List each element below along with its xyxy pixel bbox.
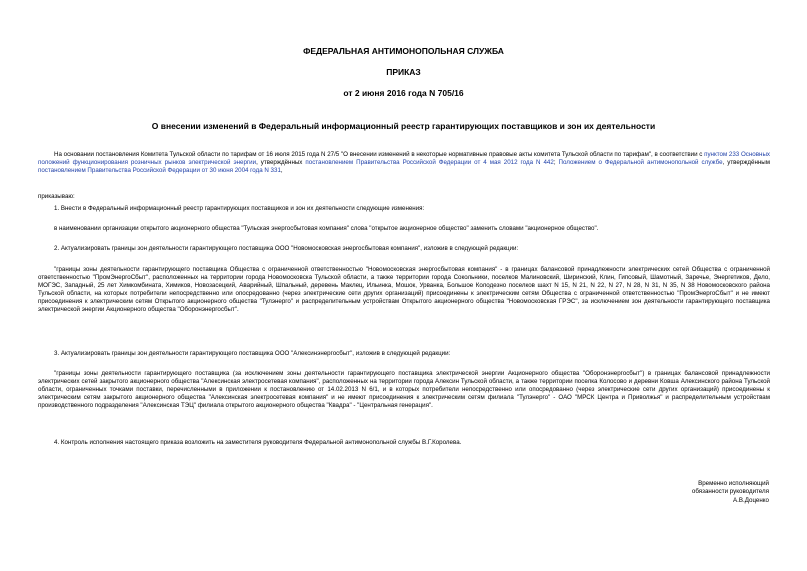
link-paragraph-233[interactable]: пунктом 233 Основных положений функционирования розничных рынков электрической энергии [38, 151, 770, 167]
item-2: 2. Актуализировать границы зон деятельности гарантирующего поставщика ООО "Новомосковская энергосбытовая компания", изложив в следующей редакции: [54, 245, 519, 252]
doc-type-heading: ПРИКАЗ [386, 67, 421, 77]
item-2-detail: "границы зоны деятельности гарантирующего поставщика Общества с ограниченной ответственностью "Новомосковская энергосбытовая компания" - в границах балансовой принадлежности электрических сетей Общества с ограниченной ответственностью "ПромЭнергоСбыт", расположенных на территории города Новомосковска Тульской области, а также территории города Сокольники, поселков Малиновский, Ширинский, Клин, Гипсовый, Шамотный, Заречье, Энергетиков, Дело, МОГЭС, Западный, 25 лет Химкомбината, Химиков, Новозасецкий, Аварийный, Шпальный, деревень Маклец, Ильинка, Мошок, Урванка, Большое Колодезно поселков шахт N 15, N 21, N 22, N 27, N 28, N 31, N 35, N 38 Новомосковского района Тульской области, на которых потребители непосредственно или опосредованно (через электрические сети других организаций) присоединены к электрическим сетям Общества с ограниченной ответственностью "ПромЭнергоСбыт" и не имеют присоединения к электрическим сетям Открытого акционерного общества "Тулэнерго" и распределительным устройствам Открытого акционерного общества "Новомосковская ГРЭС", за исключением зон деятельности гарантирующего поставщика электрической энергии Акционерного общества "Оборонэнергосбыт". [38, 266, 770, 314]
date-number-heading: от 2 июня 2016 года N 705/16 [343, 88, 464, 98]
preamble-text-1: На основании постановления Комитета Тульской области по тарифам от 16 июля 2015 года N 27/5 "О внесении изменений в некоторые нормативные правовые акты комитета Тульской области по тарифам", в соответствии с [54, 151, 705, 158]
preamble-text-5: , [280, 167, 283, 175]
preamble-paragraph [38, 151, 770, 175]
preamble-text-3: ; [553, 159, 559, 167]
org-heading: ФЕДЕРАЛЬНАЯ АНТИМОНОПОЛЬНАЯ СЛУЖБА [303, 46, 504, 56]
preamble-text-4: , утверждённым [722, 159, 770, 167]
preamble-text-2: , утверждённых [256, 159, 306, 167]
signature-position-line-2: обязанности руководителя [691, 488, 769, 496]
signature-position-line-1: Временно исполняющий [698, 480, 769, 487]
order-word: приказываю: [38, 193, 75, 200]
item-1-detail: в наименовании организации открытого акционерного общества "Тульская энергосбытовая компания" слова "открытое акционерное общество" заменить словами "акционерное общество". [54, 225, 599, 232]
signature-block [569, 480, 769, 505]
signature-name: А.В.Доценко [733, 496, 769, 504]
link-decree-331[interactable]: постановлением Правительства Российской Федерации от 30 июня 2004 года N 331 [38, 167, 281, 175]
link-decree-442[interactable]: постановлением Правительства Российской Федерации от 4 мая 2012 года N 442 [305, 159, 554, 167]
item-1: 1. Внести в Федеральный информационный реестр гарантирующих поставщиков и зон их деятельности следующие изменения: [54, 205, 425, 212]
item-4: 4. Контроль исполнения настоящего приказа возложить на заместителя руководителя Федеральной антимонопольной службы В.Г.Королева. [54, 439, 462, 446]
item-3: 3. Актуализировать границы зон деятельности гарантирующего поставщика ООО "Алексинэнергосбыт", изложив в следующей редакции: [54, 350, 451, 357]
document-title: О внесении изменений в Федеральный информационный реестр гарантирующих поставщиков и зон их деятельности [151, 121, 656, 131]
link-fas-regulation[interactable]: Положением о Федеральной антимонопольной службе [558, 159, 723, 167]
item-3-detail: "границы зоны деятельности гарантирующего поставщика (за исключением зоны деятельности гарантирующего поставщика электрической энергии Акционерного общества "Оборонэнергосбыт") в границах балансовой принадлежности электрических сетей закрытого акционерного общества "Алексинская электросетевая компания", расположенных на территории города Алексин Тульской области, а также территории поселка Колосово и деревни Ковша Алексинского района Тульской области, ограниченных точками поставки, перечисленными в приложении к постановлению от 14.02.2013 N 6/1, и в которых потребители непосредственно или опосредованно (через электрические сети других организаций) присоединены к электрическим сетям закрытого акционерного общества "Алексинская электросетевая компания" и не имеют присоединения к электрическим сетям филиала "Тулэнерго" - ОАО "МРСК Центра и Приволжья" и распределительным устройствам производственного подразделения "Алексинская ТЭЦ" филиала открытого акционерного общества "Квадра" - "Центральная генерация". [38, 370, 770, 410]
